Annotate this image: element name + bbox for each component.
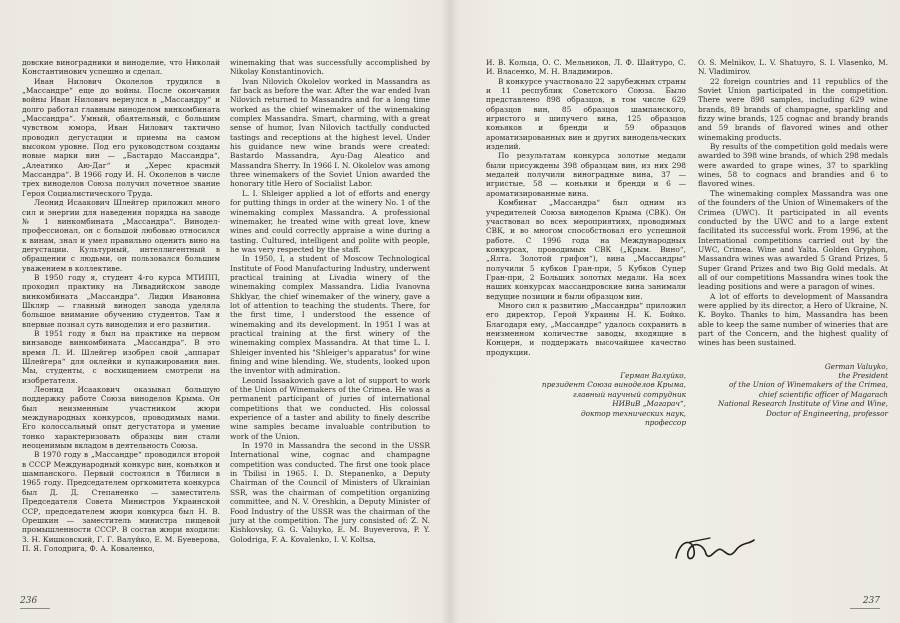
paragraph: В 1951 году я был на практике на первом винзаводе винкомбината „Массандра“. В это время Л. И. Шлейгер изобрел свой „аппарат Шлейгера“ для оклейки и купажирования вин. Мы, студенты, с восхищением смотрели на изобретателя. xyxy=(22,328,220,385)
paragraph: В 1950 году я, студент 4-го курса МТИПП, проходил практику на Ливадийском заводе винкомбината „Массандра“. Лидия Ивановна Шкляр — главный винодел завода уделяла большое внимание обучению студентов. Там я впервые познал суть виноделия и его развития. xyxy=(22,272,220,329)
right-russian-text xyxy=(486,58,686,357)
page-number-left: 236 xyxy=(20,596,38,606)
page-number-rule-right xyxy=(850,608,880,609)
signature-line: доктор технических наук, xyxy=(580,408,686,418)
signature-line: chief scientific officer of Magarach xyxy=(758,389,888,399)
paragraph: Леонид Исаакович оказывал большую поддержку работе Союза виноделов Крыма. Он был неизменным участником жюри международных конкурсов, проводимых нами. Его колоссальный опыт дегустатора и умение тонко характеризовать образцы вин стали неоценимым вкладом в деятельность Союза. xyxy=(22,385,220,451)
signature-line: Герман Валуйко, xyxy=(620,371,686,380)
signature-line: президент Союза виноделов Крыма, xyxy=(541,380,686,390)
paragraph: Leonid Issaakovich gave a lot of support to work of the Union of Winemakers of the Crimea. He was a permanent participant of juries of international competitions that we conducted. His colossal experience of a taster and ability to finely describe wine samples became invaluable contribution to work of the Union. xyxy=(230,375,430,441)
paragraph: В конкурсе участвовало 22 зарубежных страны и 11 республик Советского Союза. Было представлено 898 образцов, в том числе 629 образцов вин, 85 образцов шампанского, игристого и шипучего вина, 125 образцов коньяков и бренди и 59 образцов ароматизированных вин и других винодельческих изделий. xyxy=(486,76,686,152)
paragraph: By results of the competition gold medals were awarded to 398 wine brands, of which 298 medals were awarded to grape wines, 37 to sparkling wines, 58 to cognacs and brandies and 6 to flavored wines. xyxy=(698,142,888,189)
paragraph: И. В. Кольца, О. С. Мельников, Л. Ф. Шайтуро, С. И. Власенко, М. Н. Владимиров. xyxy=(486,58,686,77)
paragraph: The winemaking complex Massandra was one of the founders of the Union of Winemakers of the Crimea (UWC). It participated in all events conducted by the UWC and to a large extent facilitated its successful work. From 1996, at the International competitions carried out by the UWC, Crimea. Wine and Yalta. Golden Gryphon, Massandra wines was awarded 5 Grand Prizes, 5 Super Grand Prizes and two Big Gold medals. At all of our competitions Massandra wines took the leading positions and were a paragon of wines. xyxy=(698,188,888,292)
russian-signature-block xyxy=(486,371,686,427)
paragraph: A lot of efforts to development of Massandra were applied by its director, a Hero of Ukraine, N. K. Boyko. Thanks to him, Massandra has been able to keep the same number of wineries that are part of the Concern, and the highest quality of wines has been sustained. xyxy=(698,291,888,348)
page-number-rule-left xyxy=(20,608,50,609)
paragraph: Иван Нилович Околелов трудился в „Массандре“ еще до войны. После окончания войны Иван Нилович вернулся в „Массандру“ и долго работал главным виноделом винкомбината „Массандра“. Умный, обаятельный, с большим чувством юмора, Иван Нилович тактично проводил дегустации и приемы на самом высоком уровне. Под его руководством созданы новые марки вин — „Бастардо Массандра“, „Алеатико Аю-Даг“ и „Херес красный Массандра“. В 1966 году И. Н. Околелов в числе трех виноделов Союза получил почетное звание Героя Социалистического Труда. xyxy=(22,76,220,198)
paragraph: Ivan Nilovich Okolelov worked in Massandra as far back as before the war. After the war ended Ivan Nilovich returned to Massandra and for a long time worked as the chief winemaker of the winemaking complex Massandra. Smart, charming, with a great sense of humor, Ivan Nilovich tactfully conducted tastings and receptions at the highest level. Under his guidance new wine brands were created: Bastardo Massandra, Ayu-Dag Aleatico and Massandra Sherry. In 1966 I. N. Okolelov was among three winemakers of the Soviet Union awarded the honorary title Hero of Socialist Labor. xyxy=(230,76,430,189)
paragraph: O. S. Melnikov, L. V. Shatuyro, S. I. Vlasenko, M. N. Vladimirov. xyxy=(698,58,888,77)
right-english-column xyxy=(698,58,888,418)
paragraph: Много сил к развитию „Массандры“ приложил его директор, Герой Украины Н. К. Бойко. Благодаря ему, „Массандре“ удалось сохранить в неизменном количестве заводы, входящие в Концерн, и поддержать высочайшее качество продукции. xyxy=(486,300,686,357)
paragraph: довские виноградники и виноделие, что Николай Константинович успешно и сделал. xyxy=(22,58,220,77)
signature-line: Doctor of Engineering, professor xyxy=(765,408,888,418)
paragraph: In 1970 in Massandra the second in the USSR International wine, cognac and champagne competition was conducted. The first one took place in Tbilisi in 1965. I. D. Stepanenko, a Deputy Chairman of the Council of Ministers of Ukrainian SSR, was the chairman of competition organizing committee, and N. V. Oreshkin, a Deputy Minister of Food Industry of the USSR was the chairman of the jury at the competition. The jury consisted of: Z. N. Kishkovsky, G. G. Valuyko, E. M. Buyeverova, P. Y. Golodriga, F. A. Kovalenko, I. V. Koltsa, xyxy=(230,441,430,544)
signature-line: German Valuyko, xyxy=(824,361,888,371)
paragraph: В 1970 году в „Массандре“ проводился второй в СССР Международный конкурс вин, коньяков и шампанского. Первый состоялся в Тбилиси в 1965 году. Председателем оргкомитета конкурса был Д. Д. Степаненко — заместитель Председателя Совета Министров Украинской ССР, председателем жюри конкурса был Н. В. Орешкин — заместитель министра пищевой промышленности СССР. В состав жюри входили: З. Н. Кишковский, Г. Г. Валуйко, Е. М. Буеверова, П. Я. Голодрига, Ф. А. Коваленко, xyxy=(22,450,220,553)
right-english-text xyxy=(698,58,888,348)
signature-line: главный научный сотрудник xyxy=(572,389,686,399)
paragraph: In 1950, I, a student of Moscow Technological Institute of Food Manufacturing Industry, underwent practical training at Livadia winery of the winemaking complex Massandra. Lidia Ivanovna Shklyar, the chief winemaker of the winery, gave a lot of attention to teaching the students. There, for the first time, I understood the essence of winemaking and its development. In 1951 I was at practical training at the first winery of the winemaking complex Massandra. At that time L. I. Shleiger invented his "Shleiger's apparatus" for wine fining and wine blending. We, students, looked upon the inventor with admiration. xyxy=(230,254,430,376)
paragraph: 22 foreign countries and 11 republics of the Soviet Union participated in the competition. There were 898 samples, including 629 wine brands, 89 brands of champagne, sparkling and fizzy wine brands, 125 cognac and brandy brands and 59 brands of flavored wines and other winemaking products. xyxy=(698,76,888,142)
paragraph: По результатам конкурса золотые медали были присуждены 398 образцам вин, из них 298 медалей получили виноградные вина, 37 — игристые, 58 — коньяки и бренди и 6 — ароматизированные вина. xyxy=(486,151,686,198)
handwritten-signature xyxy=(670,528,760,568)
right-russian-column xyxy=(486,58,686,427)
left-russian-column xyxy=(22,58,220,553)
english-signature-block xyxy=(698,362,888,418)
paragraph: winemaking that was successfully accomplished by Nikolay Konstantinovich. xyxy=(230,58,430,77)
signature-line: of the Union of Winemakers of the Crimea, xyxy=(729,380,888,390)
signature-line: National Research Institute of Vine and Wine, xyxy=(717,399,888,409)
signature-line: the President xyxy=(838,371,888,381)
paragraph: Леонид Исаакович Шлейгер приложил много сил и энергии для наведения порядка на заводе № 1 винкомбината „Массандра“. Винодел-профессионал, он с большой любовью относился к винам, знал и умел правильно оценить вино на дегустации. Культурный, интеллигентный в обращении с людьми, он пользовался большим уважением в коллективе. xyxy=(22,198,220,273)
left-english-column xyxy=(230,58,430,544)
page-number-right: 237 xyxy=(862,596,880,606)
paragraph: L. I. Shleiger applied a lot of efforts and energy for putting things in order at the winery No. 1 of the winemaking complex Massandra. A professional winemaker, he treated wine with great love, knew wines and could correctly appraise a wine during a tasting. Cultured, intelligent and polite with people, he was very respected by the staff. xyxy=(230,188,430,254)
signature-line: НИВиВ „Магарач“, xyxy=(612,399,686,409)
paragraph: Комбинат „Массандра“ был одним из учредителей Союза виноделов Крыма (СВК). Он участвовал во всех мероприятиях, проводимых СВК, и во многом способствовал его успешной работе. С 1996 года на Международных конкурсах, проводимых СВК („Крым. Вино“, „Ялта. Золотой грифон“), вина „Массандры“ получили 5 кубков Гран-при, 5 Кубков Супер Гран-при, 2 Больших золотых медали. На всех наших конкурсах массандровские вина занимали ведущие позиции и были образцом вин. xyxy=(486,198,686,301)
signature-line: профессор xyxy=(644,418,686,428)
